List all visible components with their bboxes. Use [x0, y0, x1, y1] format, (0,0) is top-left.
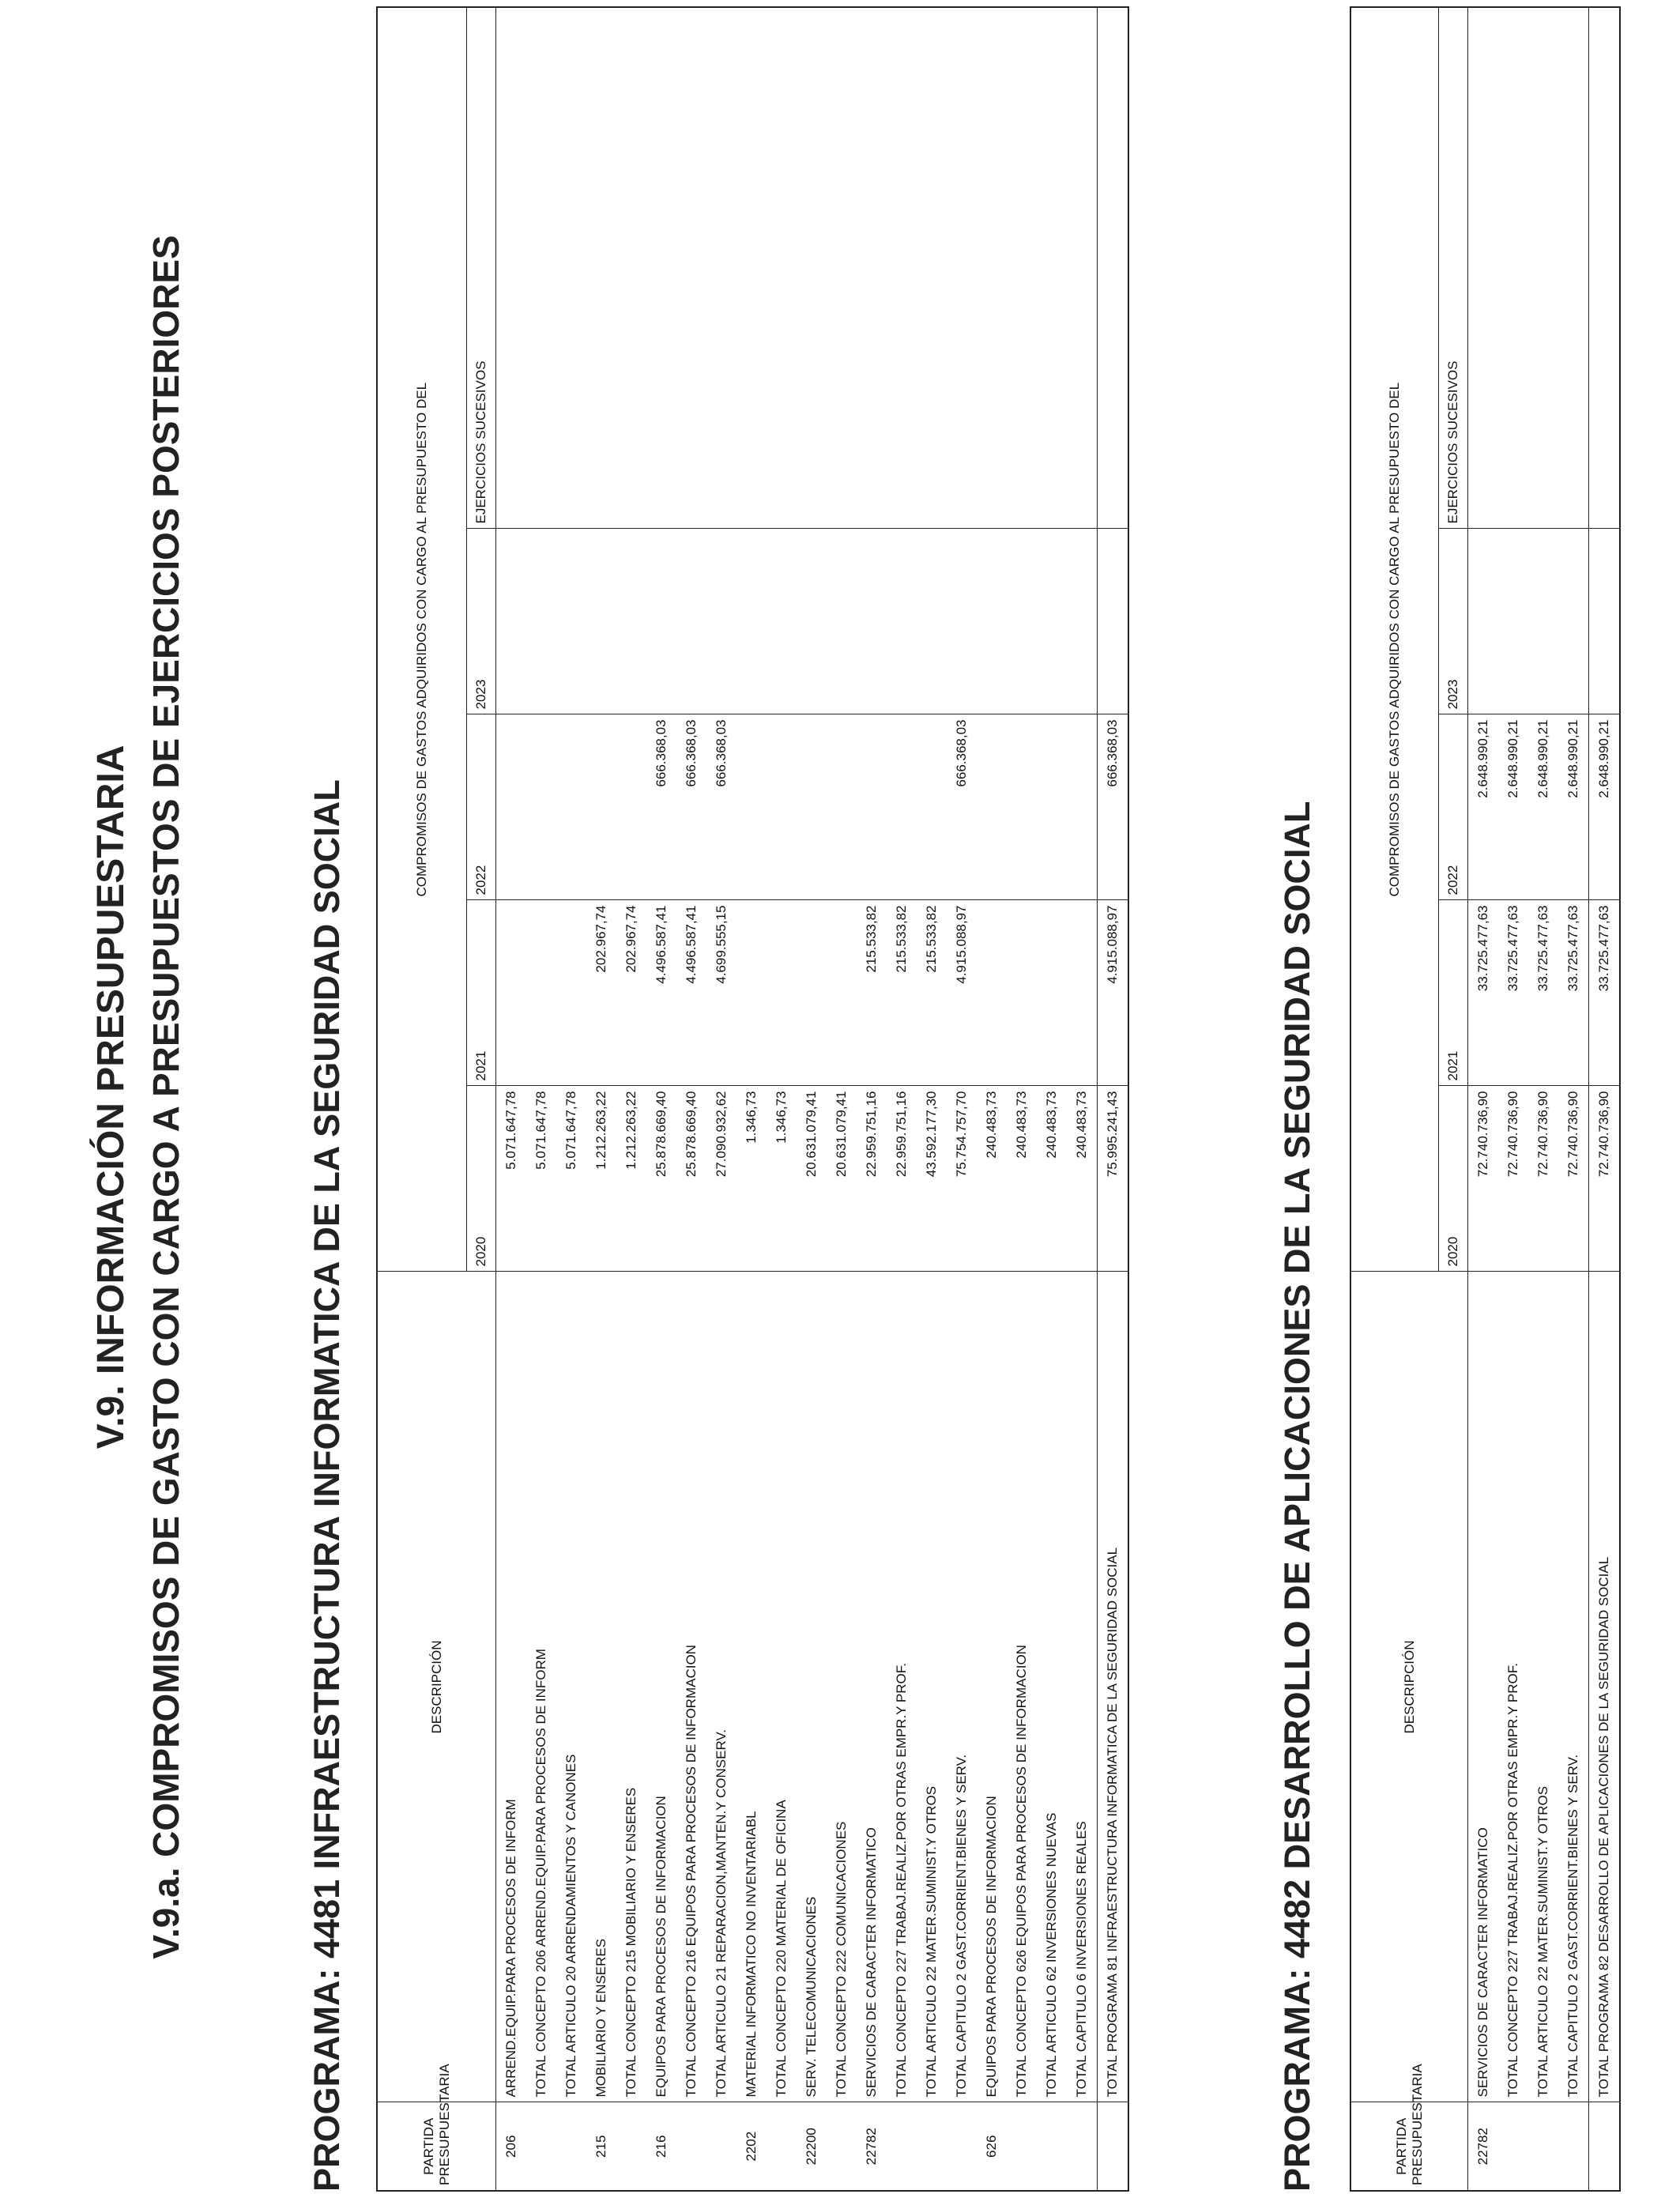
- amount-cell-v2023: [947, 529, 977, 714]
- table-row: [1037, 7, 1067, 2191]
- amount-cell-v2022: [767, 714, 797, 900]
- amount-cell-vs: [857, 7, 887, 529]
- amount-cell-vs: [1589, 7, 1621, 529]
- amount-cell-v2022: [526, 714, 556, 900]
- amount-cell-v2022: [556, 714, 586, 900]
- descripcion-cell: MOBILIARIO Y ENSERES: [586, 1272, 616, 2102]
- descripcion-cell: TOTAL CONCEPTO 222 COMUNICACIONES: [827, 1272, 857, 2102]
- amount-cell-v2023: [1098, 529, 1129, 714]
- table-row: [947, 7, 977, 2191]
- amount-cell-v2023: [1589, 529, 1621, 714]
- descripcion-cell: SERVICIOS DE CARACTER INFORMATICO: [857, 1272, 887, 2102]
- partida-cell: 22782: [1468, 2102, 1499, 2191]
- descripcion-cell: TOTAL CAPITULO 2 GAST.CORRIENT.BIENES Y SERV.: [1558, 1272, 1589, 2102]
- amount-cell-v2022: 666.368,03: [646, 714, 676, 900]
- amount-cell-v2022: 2.648.990,21: [1558, 714, 1589, 900]
- amount-cell-v2023: [767, 529, 797, 714]
- header-2022: 2022: [467, 714, 496, 900]
- amount-cell-vs: [616, 7, 646, 529]
- table-row: [857, 7, 887, 2191]
- amount-cell-vs: [496, 7, 527, 529]
- partida-cell: [1067, 2102, 1098, 2191]
- partida-cell: [1528, 2102, 1558, 2191]
- partida-cell: [1498, 2102, 1528, 2191]
- partida-cell: 206: [496, 2102, 527, 2191]
- descripcion-cell: TOTAL CAPITULO 2 GAST.CORRIENT.BIENES Y SERV.: [947, 1272, 977, 2102]
- table-row: [1468, 7, 1499, 2191]
- amount-cell-v2020: 72.740.736,90: [1528, 1086, 1558, 1272]
- amount-cell-v2020: 75.995.241,43: [1098, 1086, 1129, 1272]
- amount-cell-v2023: [917, 529, 947, 714]
- amount-cell-v2020: 25.878.669,40: [646, 1086, 676, 1272]
- amount-cell-v2020: 1.346,73: [736, 1086, 767, 1272]
- amount-cell-vs: [1558, 7, 1589, 529]
- amount-cell-v2020: 72.740.736,90: [1558, 1086, 1589, 1272]
- amount-cell-vs: [1067, 7, 1098, 529]
- partida-cell: [556, 2102, 586, 2191]
- page-title: V.9. INFORMACIÓN PRESUPUESTARIA: [90, 745, 132, 1449]
- amount-cell-vs: [586, 7, 616, 529]
- header-compromisos: COMPROMISOS DE GASTOS ADQUIRIDOS CON CARGO AL PRESUPUESTO DEL: [377, 7, 467, 1272]
- descripcion-cell: MATERIAL INFORMATICO NO INVENTARIABL: [736, 1272, 767, 2102]
- amount-cell-v2021: [797, 900, 827, 1086]
- program-title-4482: PROGRAMA: 4482 DESARROLLO DE APLICACIONES DE LA SEGURIDAD SOCIAL: [1277, 801, 1317, 2192]
- amount-cell-v2021: 33.725.477,63: [1558, 900, 1589, 1086]
- descripcion-cell: TOTAL ARTICULO 62 INVERSIONES NUEVAS: [1037, 1272, 1067, 2102]
- amount-cell-v2020: 20.631.079,41: [827, 1086, 857, 1272]
- descripcion-cell: TOTAL ARTICULO 20 ARRENDAMIENTOS Y CANONES: [556, 1272, 586, 2102]
- header-2022: 2022: [1439, 714, 1468, 900]
- amount-cell-v2023: [1528, 529, 1558, 714]
- amount-cell-v2023: [827, 529, 857, 714]
- amount-cell-v2022: [857, 714, 887, 900]
- partida-cell: [706, 2102, 736, 2191]
- amount-cell-v2020: 1.212.263,22: [586, 1086, 616, 1272]
- descripcion-cell: SERV. TELECOMUNICACIONES: [797, 1272, 827, 2102]
- descripcion-cell: TOTAL CONCEPTO 227 TRABAJ.REALIZ.POR OTRAS EMPR.Y PROF.: [887, 1272, 917, 2102]
- amount-cell-v2020: 240.483,73: [1007, 1086, 1037, 1272]
- amount-cell-vs: [646, 7, 676, 529]
- amount-cell-vs: [917, 7, 947, 529]
- amount-cell-v2021: [1037, 900, 1067, 1086]
- amount-cell-v2022: [887, 714, 917, 900]
- table-row: [917, 7, 947, 2191]
- table-row: [736, 7, 767, 2191]
- amount-cell-v2020: 5.071.647,78: [556, 1086, 586, 1272]
- descripcion-cell: TOTAL CONCEPTO 626 EQUIPOS PARA PROCESOS DE INFORMACION: [1007, 1272, 1037, 2102]
- amount-cell-v2021: 202.967,74: [616, 900, 646, 1086]
- amount-cell-v2021: 202.967,74: [586, 900, 616, 1086]
- amount-cell-v2023: [1498, 529, 1528, 714]
- amount-cell-v2022: 666.368,03: [676, 714, 706, 900]
- table-row: [1007, 7, 1037, 2191]
- table-row: [556, 7, 586, 2191]
- amount-cell-v2022: [616, 714, 646, 900]
- amount-cell-v2023: [1067, 529, 1098, 714]
- amount-cell-v2021: 215.533,82: [857, 900, 887, 1086]
- table-row: [616, 7, 646, 2191]
- amount-cell-v2023: [556, 529, 586, 714]
- amount-cell-v2022: [827, 714, 857, 900]
- header-compromisos: COMPROMISOS DE GASTOS ADQUIRIDOS CON CARGO AL PRESUPUESTO DEL: [1350, 7, 1439, 1272]
- amount-cell-vs: [1098, 7, 1129, 529]
- amount-cell-vs: [1468, 7, 1499, 529]
- amount-cell-v2022: 2.648.990,21: [1498, 714, 1528, 900]
- amount-cell-v2022: [736, 714, 767, 900]
- header-2021: 2021: [1439, 900, 1468, 1086]
- table-row: [676, 7, 706, 2191]
- table-row: [887, 7, 917, 2191]
- partida-cell: [947, 2102, 977, 2191]
- table-row: [1498, 7, 1528, 2191]
- partida-cell: [1589, 2102, 1621, 2191]
- amount-cell-v2021: 4.699.555,15: [706, 900, 736, 1086]
- table-row: [646, 7, 676, 2191]
- program-title-4481: PROGRAMA: 4481 INFRAESTRUCTURA INFORMATICA DE LA SEGURIDAD SOCIAL: [307, 779, 347, 2192]
- amount-cell-v2021: [767, 900, 797, 1086]
- partida-cell: [1037, 2102, 1067, 2191]
- partida-cell: 22782: [857, 2102, 887, 2191]
- header-2021: 2021: [467, 900, 496, 1086]
- header-partida: PARTIDA PRESUPUESTARIA: [1350, 2102, 1468, 2191]
- amount-cell-v2023: [586, 529, 616, 714]
- amount-cell-v2020: 25.878.669,40: [676, 1086, 706, 1272]
- partida-cell: [1558, 2102, 1589, 2191]
- descripcion-cell: ARREND.EQUIP.PARA PROCESOS DE INFORM: [496, 1272, 527, 2102]
- amount-cell-v2022: [1067, 714, 1098, 900]
- amount-cell-v2023: [1468, 529, 1499, 714]
- amount-cell-v2022: 2.648.990,21: [1589, 714, 1621, 900]
- table-row: [1589, 7, 1621, 2191]
- amount-cell-v2022: 2.648.990,21: [1468, 714, 1499, 900]
- partida-cell: [917, 2102, 947, 2191]
- descripcion-cell: TOTAL PROGRAMA 82 DESARROLLO DE APLICACIONES DE LA SEGURIDAD SOCIAL: [1589, 1272, 1621, 2102]
- amount-cell-vs: [736, 7, 767, 529]
- amount-cell-v2021: 4.496.587,41: [676, 900, 706, 1086]
- amount-cell-v2022: [1007, 714, 1037, 900]
- partida-cell: [887, 2102, 917, 2191]
- descripcion-cell: TOTAL CONCEPTO 206 ARREND.EQUIP.PARA PROCESOS DE INFORM: [526, 1272, 556, 2102]
- amount-cell-v2020: 20.631.079,41: [797, 1086, 827, 1272]
- amount-cell-v2022: [586, 714, 616, 900]
- amount-cell-v2022: [917, 714, 947, 900]
- amount-cell-v2023: [676, 529, 706, 714]
- amount-cell-vs: [1037, 7, 1067, 529]
- amount-cell-v2020: 27.090.932,62: [706, 1086, 736, 1272]
- amount-cell-v2021: 4.915.088,97: [1098, 900, 1129, 1086]
- amount-cell-v2020: 72.740.736,90: [1589, 1086, 1621, 1272]
- amount-cell-vs: [797, 7, 827, 529]
- amount-cell-vs: [556, 7, 586, 529]
- partida-cell: [1098, 2102, 1129, 2191]
- descripcion-cell: TOTAL ARTICULO 22 MATER.SUMINIST.Y OTROS: [1528, 1272, 1558, 2102]
- table-row: [797, 7, 827, 2191]
- table-row: [586, 7, 616, 2191]
- amount-cell-v2020: 72.740.736,90: [1498, 1086, 1528, 1272]
- page-subtitle: V.9.a. COMPROMISOS DE GASTO CON CARGO A PRESUPUESTOS DE EJERCICIOS POSTERIORES: [145, 235, 186, 1959]
- amount-cell-v2023: [857, 529, 887, 714]
- descripcion-cell: EQUIPOS PARA PROCESOS DE INFORMACION: [646, 1272, 676, 2102]
- amount-cell-v2022: 666.368,03: [706, 714, 736, 900]
- table-row: [1098, 7, 1129, 2191]
- partida-cell: [616, 2102, 646, 2191]
- amount-cell-v2020: 22.959.751,16: [857, 1086, 887, 1272]
- amount-cell-v2020: 240.483,73: [1067, 1086, 1098, 1272]
- amount-cell-v2020: 43.592.177,30: [917, 1086, 947, 1272]
- amount-cell-vs: [1007, 7, 1037, 529]
- amount-cell-v2020: 5.071.647,78: [496, 1086, 527, 1272]
- amount-cell-vs: [887, 7, 917, 529]
- amount-cell-v2023: [496, 529, 527, 714]
- amount-cell-v2021: 33.725.477,63: [1528, 900, 1558, 1086]
- amount-cell-vs: [977, 7, 1007, 529]
- budget-table-4482: [1350, 6, 1621, 2192]
- amount-cell-vs: [947, 7, 977, 529]
- amount-cell-v2021: 4.496.587,41: [646, 900, 676, 1086]
- partida-cell: [767, 2102, 797, 2191]
- descripcion-cell: TOTAL PROGRAMA 81 INFRAESTRUCTURA INFORMATICA DE LA SEGURIDAD SOCIAL: [1098, 1272, 1129, 2102]
- table-row: [767, 7, 797, 2191]
- header-ejercicios-sucesivos: EJERCICIOS SUCESIVOS: [467, 7, 496, 529]
- descripcion-cell: SERVICIOS DE CARACTER INFORMATICO: [1468, 1272, 1499, 2102]
- partida-cell: 2202: [736, 2102, 767, 2191]
- amount-cell-v2021: 33.725.477,63: [1589, 900, 1621, 1086]
- amount-cell-v2022: [496, 714, 527, 900]
- amount-cell-v2023: [736, 529, 767, 714]
- amount-cell-vs: [1498, 7, 1528, 529]
- amount-cell-v2021: [827, 900, 857, 1086]
- amount-cell-v2023: [797, 529, 827, 714]
- amount-cell-v2023: [646, 529, 676, 714]
- table-row: [827, 7, 857, 2191]
- partida-cell: 626: [977, 2102, 1007, 2191]
- amount-cell-v2021: [977, 900, 1007, 1086]
- amount-cell-v2022: [797, 714, 827, 900]
- amount-cell-v2022: 2.648.990,21: [1528, 714, 1558, 900]
- descripcion-cell: EQUIPOS PARA PROCESOS DE INFORMACION: [977, 1272, 1007, 2102]
- amount-cell-v2023: [977, 529, 1007, 714]
- amount-cell-v2023: [887, 529, 917, 714]
- table-row: [1558, 7, 1589, 2191]
- header-descripcion: DESCRIPCIÓN: [377, 1272, 496, 2102]
- header-ejercicios-sucesivos: EJERCICIOS SUCESIVOS: [1439, 7, 1468, 529]
- descripcion-cell: TOTAL ARTICULO 21 REPARACION,MANTEN.Y CONSERV.: [706, 1272, 736, 2102]
- amount-cell-v2021: 215.533,82: [917, 900, 947, 1086]
- partida-cell: [827, 2102, 857, 2191]
- table-row: [526, 7, 556, 2191]
- amount-cell-v2023: [526, 529, 556, 714]
- amount-cell-v2022: 666.368,03: [1098, 714, 1129, 900]
- header-2023: 2023: [467, 529, 496, 714]
- table-row: [496, 7, 527, 2191]
- descripcion-cell: TOTAL CONCEPTO 216 EQUIPOS PARA PROCESOS DE INFORMACION: [676, 1272, 706, 2102]
- header-partida: PARTIDA PRESUPUESTARIA: [377, 2102, 496, 2191]
- amount-cell-v2020: 1.346,73: [767, 1086, 797, 1272]
- amount-cell-v2022: [1037, 714, 1067, 900]
- partida-cell: [526, 2102, 556, 2191]
- amount-cell-vs: [827, 7, 857, 529]
- amount-cell-v2020: 75.754.757,70: [947, 1086, 977, 1272]
- amount-cell-v2023: [616, 529, 646, 714]
- amount-cell-v2021: [1007, 900, 1037, 1086]
- amount-cell-v2020: 5.071.647,78: [526, 1086, 556, 1272]
- partida-cell: [676, 2102, 706, 2191]
- amount-cell-v2023: [706, 529, 736, 714]
- amount-cell-v2020: 240.483,73: [977, 1086, 1007, 1272]
- amount-cell-v2021: 33.725.477,63: [1498, 900, 1528, 1086]
- amount-cell-v2021: [556, 900, 586, 1086]
- amount-cell-vs: [706, 7, 736, 529]
- amount-cell-v2022: 666.368,03: [947, 714, 977, 900]
- amount-cell-v2021: [496, 900, 527, 1086]
- header-2020: 2020: [1439, 1086, 1468, 1272]
- amount-cell-vs: [1528, 7, 1558, 529]
- amount-cell-v2021: [526, 900, 556, 1086]
- partida-cell: 22200: [797, 2102, 827, 2191]
- header-2023: 2023: [1439, 529, 1468, 714]
- amount-cell-v2021: 215.533,82: [887, 900, 917, 1086]
- table-row: [1067, 7, 1098, 2191]
- amount-cell-v2020: 72.740.736,90: [1468, 1086, 1499, 1272]
- descripcion-cell: TOTAL CONCEPTO 220 MATERIAL DE OFICINA: [767, 1272, 797, 2102]
- descripcion-cell: TOTAL CAPITULO 6 INVERSIONES REALES: [1067, 1272, 1098, 2102]
- amount-cell-v2021: [1067, 900, 1098, 1086]
- header-2020: 2020: [467, 1086, 496, 1272]
- descripcion-cell: TOTAL ARTICULO 22 MATER.SUMINIST.Y OTROS: [917, 1272, 947, 2102]
- amount-cell-v2023: [1558, 529, 1589, 714]
- amount-cell-v2023: [1037, 529, 1067, 714]
- budget-table-4481: [376, 6, 1129, 2192]
- amount-cell-v2021: [736, 900, 767, 1086]
- amount-cell-v2021: 33.725.477,63: [1468, 900, 1499, 1086]
- amount-cell-v2022: [977, 714, 1007, 900]
- table-row: [1528, 7, 1558, 2191]
- descripcion-cell: TOTAL CONCEPTO 227 TRABAJ.REALIZ.POR OTRAS EMPR.Y PROF.: [1498, 1272, 1528, 2102]
- amount-cell-v2021: 4.915.088,97: [947, 900, 977, 1086]
- amount-cell-vs: [767, 7, 797, 529]
- amount-cell-v2020: 1.212.263,22: [616, 1086, 646, 1272]
- descripcion-cell: TOTAL CONCEPTO 215 MOBILIARIO Y ENSERES: [616, 1272, 646, 2102]
- header-descripcion: DESCRIPCIÓN: [1350, 1272, 1468, 2102]
- amount-cell-v2023: [1007, 529, 1037, 714]
- table-row: [977, 7, 1007, 2191]
- amount-cell-vs: [526, 7, 556, 529]
- amount-cell-v2020: 22.959.751,16: [887, 1086, 917, 1272]
- partida-cell: 216: [646, 2102, 676, 2191]
- amount-cell-vs: [676, 7, 706, 529]
- partida-cell: 215: [586, 2102, 616, 2191]
- table-row: [706, 7, 736, 2191]
- amount-cell-v2020: 240.483,73: [1037, 1086, 1067, 1272]
- partida-cell: [1007, 2102, 1037, 2191]
